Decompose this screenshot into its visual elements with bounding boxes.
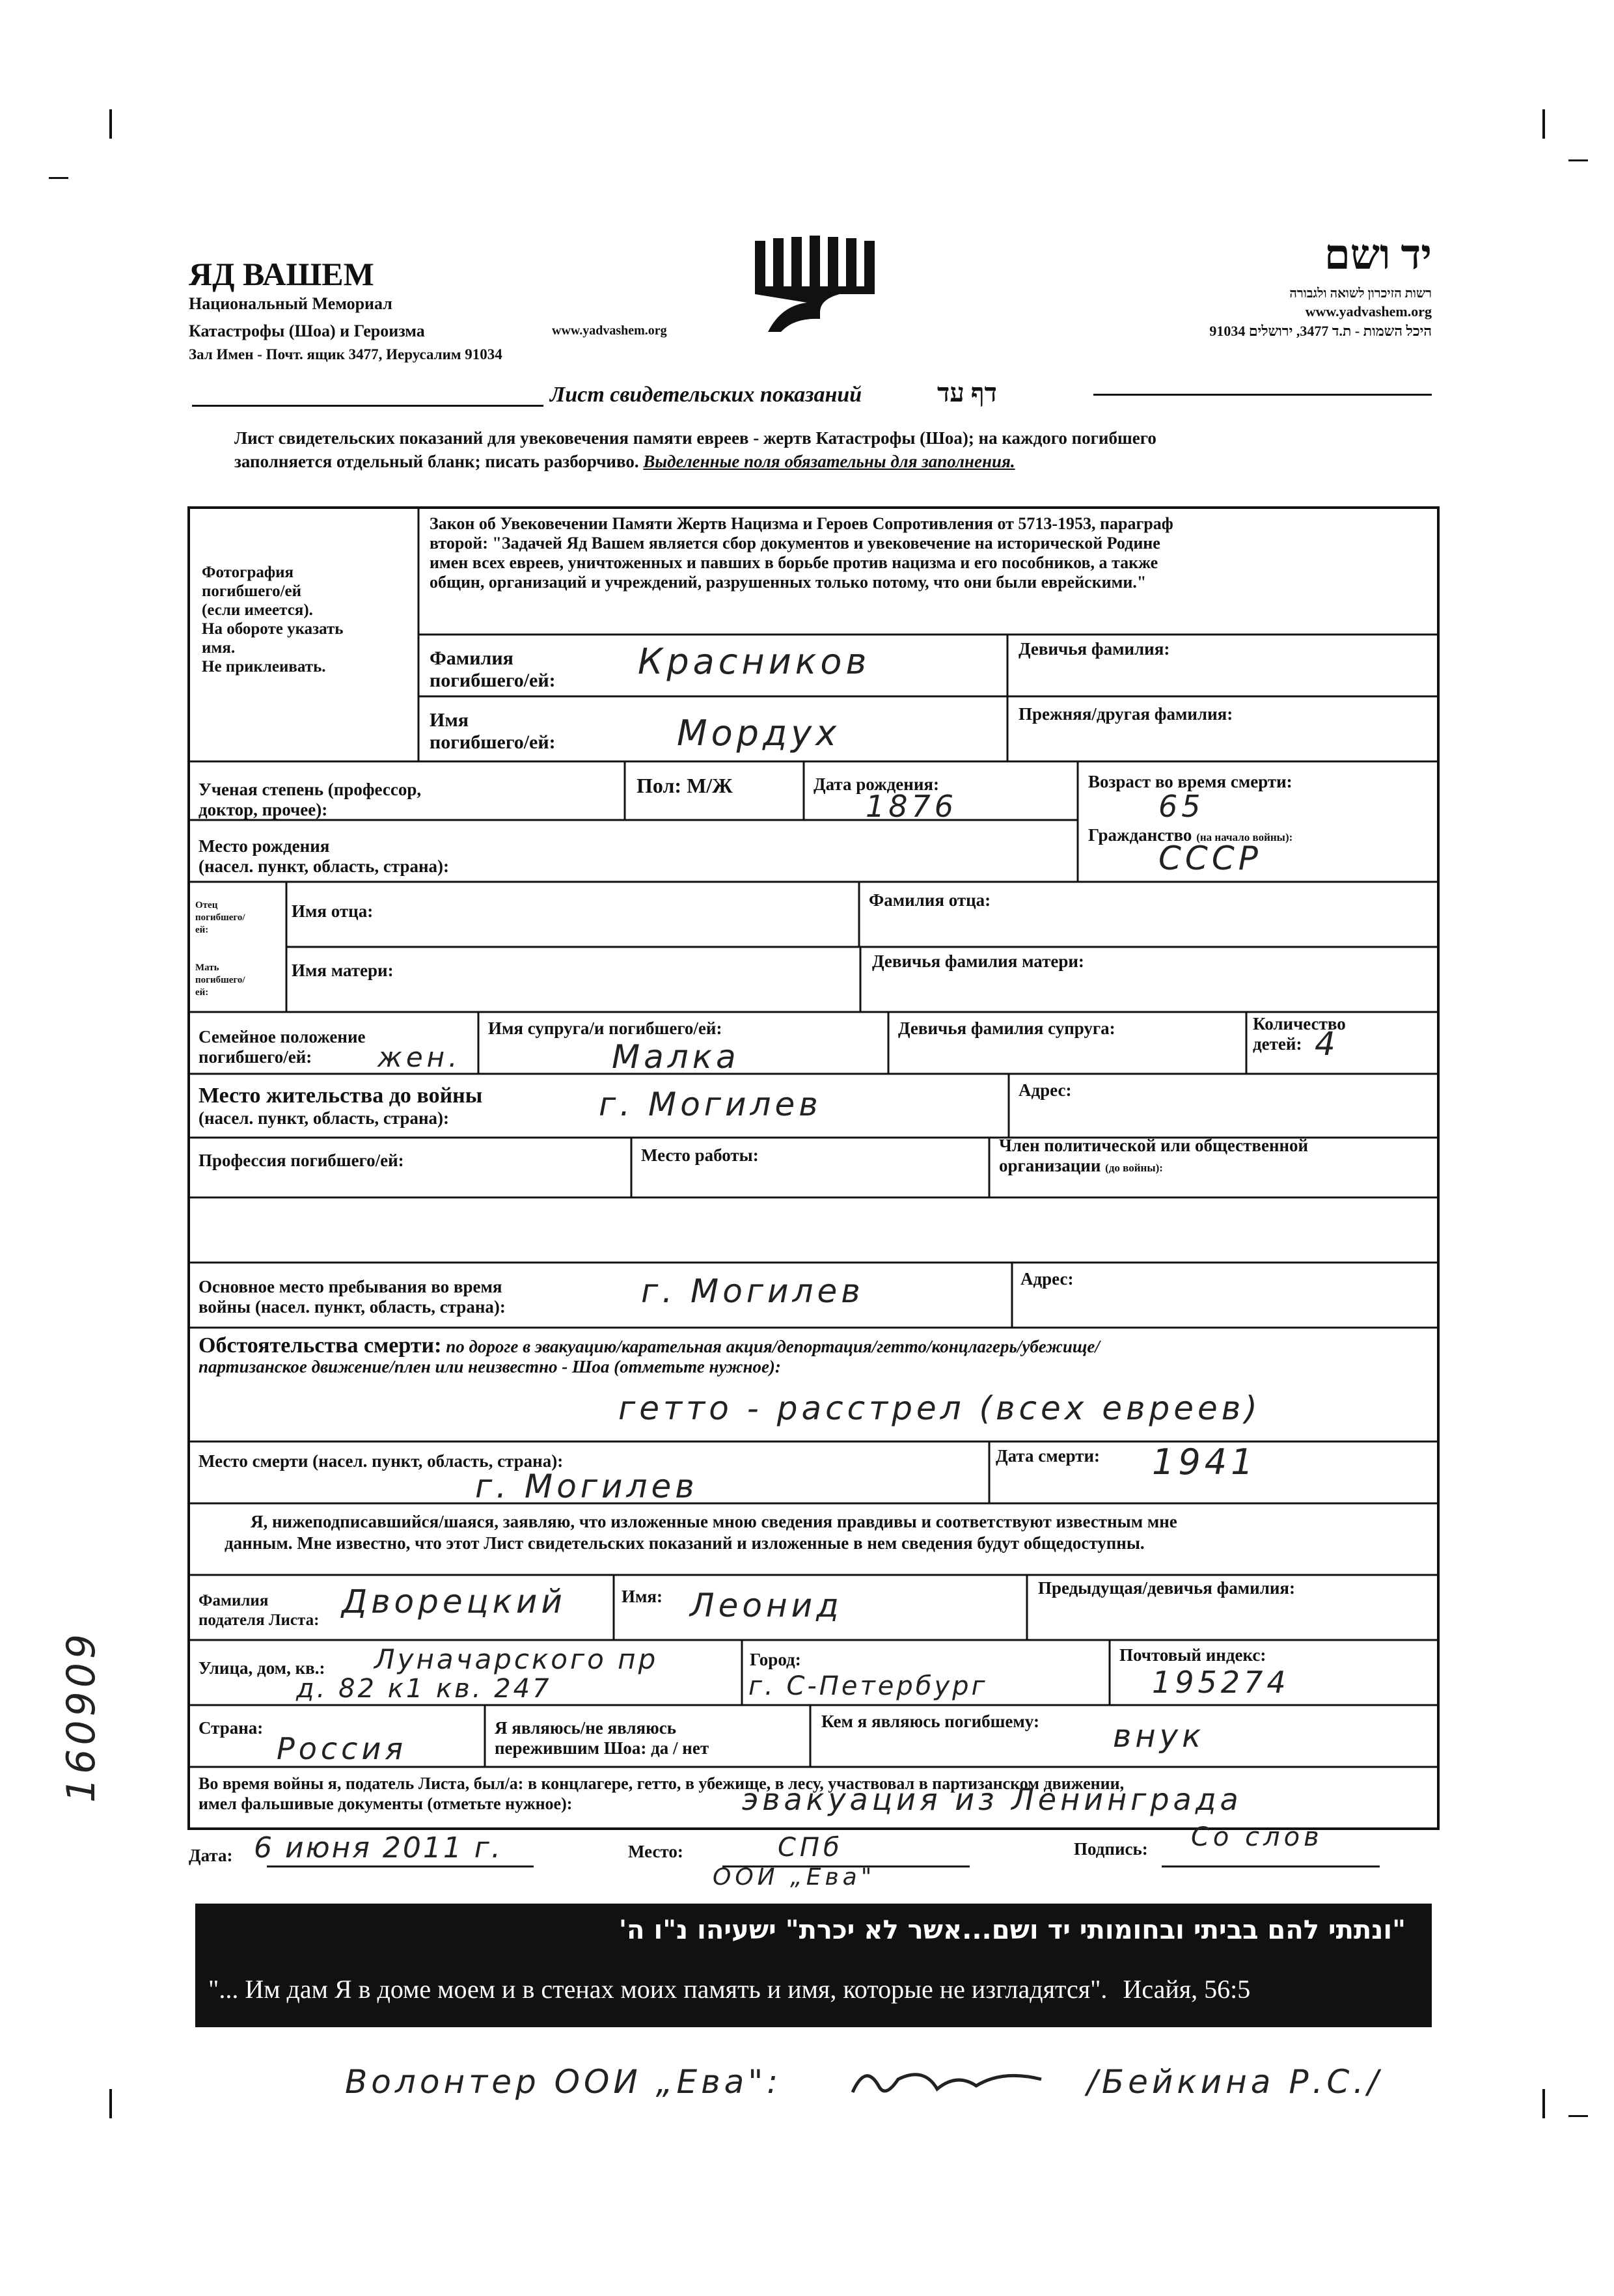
death-circumstances-value[interactable]: гетто - расстрел (всех евреев)	[618, 1389, 1261, 1427]
wartime-address-label: Адрес:	[1020, 1269, 1074, 1289]
law-text	[430, 514, 1173, 592]
father-name-label: Имя отца:	[292, 901, 374, 921]
age-at-death-label: Возраст во время смерти:	[1088, 772, 1293, 791]
marital-status-value[interactable]: жен.	[377, 1041, 461, 1073]
children-count-label-line: Количество	[1253, 1014, 1346, 1033]
org-line4-he: היכל השמות - ת.ד 3477, ירושלים 91034	[1209, 323, 1432, 339]
birth-date-value[interactable]: 1876	[866, 789, 958, 824]
signature-label: Подпись:	[1074, 1839, 1148, 1859]
previous-surname-label: Прежняя/другая фамилия:	[1019, 704, 1233, 724]
surname-label	[430, 648, 556, 692]
declaration-text	[225, 1511, 1177, 1554]
mother-side-line: ей:	[195, 987, 209, 998]
law-line: второй: "Задачей Яд Вашем является сбор документов и увековечение на исторической Родине	[430, 534, 1160, 553]
citizenship-value[interactable]: СССР	[1158, 840, 1262, 877]
photo-label-line: Фотография	[202, 564, 294, 581]
survivor-label	[495, 1718, 709, 1758]
declaration-line: Я, нижеподписавшийся/шаяся, заявляю, что изложенные мною сведения правдивы и соответствуют известным мне	[251, 1512, 1177, 1531]
place-value[interactable]: СПб	[778, 1833, 843, 1863]
photo-label	[202, 563, 344, 676]
father-side-line: Отец	[195, 900, 218, 910]
country-label: Страна:	[198, 1718, 264, 1738]
death-circumstances-label	[198, 1335, 1100, 1377]
photo-label-line: погибшего/ей	[202, 582, 302, 600]
marital-status-label	[198, 1027, 366, 1067]
form-title: Лист свидетельских показаний	[550, 383, 862, 407]
submitter-surname-value[interactable]: Дворецкий	[342, 1583, 566, 1620]
website-ru: www.yadvashem.org	[552, 323, 667, 338]
mother-name-label: Имя матери:	[292, 961, 394, 980]
submitter-wartime-value[interactable]: эвакуация из Ленинграда	[742, 1782, 1242, 1817]
citizenship-label-text: Гражданство	[1088, 825, 1192, 845]
wartime-place-value[interactable]: г. Могилев	[641, 1272, 864, 1310]
city-value[interactable]: г. С-Петербург	[748, 1671, 988, 1701]
org-line2-he: רשות הזיכרון לשואה ולגבורה	[1289, 286, 1432, 301]
banner-russian-text: "... Им дам Я в доме моем и в стенах моих память и имя, которые не изгладятся".	[208, 1975, 1108, 2004]
children-count-value[interactable]: 4	[1315, 1025, 1339, 1063]
residence-value[interactable]: г. Могилев	[599, 1086, 822, 1123]
photo-label-line: На обороте указать	[202, 620, 344, 638]
intro-emphasis: Выделенные поля обязательны для заполнения.	[643, 452, 1015, 471]
intro-line-1: Лист свидетельских показаний для увековечения памяти евреев - жертв Катастрофы (Шоа); на каждого погибшего	[234, 428, 1156, 448]
relationship-value[interactable]: внук	[1113, 1718, 1205, 1755]
banner-russian-quote	[208, 1974, 1250, 2004]
profession-label: Профессия погибшего/ей:	[198, 1151, 404, 1170]
relationship-label: Кем я являюсь погибшему:	[821, 1712, 1039, 1731]
survivor-label-line: Я являюсь/не являюсь	[495, 1718, 677, 1738]
name-label	[430, 709, 556, 754]
law-line: имен всех евреев, уничтоженных и павших в борьбе против нацизма и его пособников, а также	[430, 553, 1158, 572]
org-line3-ru: Катастрофы (Шоа) и Героизма	[189, 321, 425, 340]
org-line2-ru: Национальный Мемориал	[189, 294, 392, 313]
father-side-line: ей:	[195, 925, 209, 935]
age-at-death-value[interactable]: 65	[1158, 789, 1205, 824]
death-place-value[interactable]: г. Могилев	[475, 1468, 698, 1505]
mother-side-line: Мать	[195, 963, 219, 973]
membership-note: (до войны):	[1105, 1162, 1163, 1174]
survivor-label-line: пережившим Шоа: да / нет	[495, 1738, 709, 1758]
residence-address-label: Адрес:	[1019, 1080, 1072, 1100]
death-circumstances-line	[198, 1335, 1100, 1357]
surname-label-line: Фамилия	[430, 648, 513, 669]
sex-label: Пол: М/Ж	[636, 774, 733, 797]
surname-value[interactable]: Красников	[638, 641, 871, 682]
banner-source: Исайя, 56:5	[1123, 1975, 1251, 2004]
submitter-surname-label-line: подателя Листа:	[198, 1611, 320, 1629]
degree-label-line: доктор, прочее):	[198, 800, 328, 819]
signature-value[interactable]: Со слов	[1191, 1822, 1323, 1852]
children-count-label-line: детей:	[1253, 1034, 1302, 1054]
intro-plain: заполняется отдельный бланк; писать разборчиво.	[234, 452, 644, 471]
residence-label-line: Место жительства до войны	[198, 1084, 483, 1108]
declaration-line: данным. Мне известно, что этот Лист свидетельских показаний и изложенные в нем сведения будут общедоступны.	[225, 1533, 1145, 1553]
date-value[interactable]: 6 июня 2011 г.	[254, 1831, 502, 1865]
submitter-name-value[interactable]: Леонид	[690, 1587, 843, 1624]
spouse-name-label: Имя супруга/и погибшего/ей:	[488, 1018, 722, 1038]
death-date-value[interactable]: 1941	[1152, 1442, 1257, 1483]
death-circumstances-line: партизанское движение/плен или неизвестно - Шоа (отметьте нужное):	[198, 1357, 781, 1376]
father-side-line: погибшего/	[195, 912, 245, 923]
submitter-wartime-label-line: имел фальшивые документы (отметьте нужное):	[198, 1794, 573, 1813]
residence-label-line: (насел. пункт, область, страна):	[198, 1108, 450, 1128]
org-line4-ru: Зал Имен - Почт. ящик 3477, Иерусалим 91034	[189, 346, 502, 362]
name-value[interactable]: Мордух	[677, 713, 841, 754]
volunteer-name: /Бейкина Р.С./	[1087, 2063, 1383, 2101]
wartime-place-label-line: Основное место пребывания во время	[198, 1277, 502, 1296]
law-line: Закон об Увековечении Памяти Жертв Нацизма и Героев Сопротивления от 5713-1953, параграф	[430, 514, 1173, 533]
submitter-name-label: Имя:	[622, 1587, 663, 1606]
citizenship-note: (на начало войны):	[1196, 831, 1293, 843]
birthplace-label	[198, 836, 449, 877]
city-label: Город:	[750, 1650, 801, 1669]
mother-side-line: погибшего/	[195, 975, 245, 985]
volunteer-note: Волонтер ООИ „Ева":	[345, 2063, 782, 2101]
maiden-name-label: Девичья фамилия:	[1019, 639, 1170, 659]
photo-label-line: имя.	[202, 639, 236, 657]
surname-label-line: погибшего/ей:	[430, 670, 556, 691]
residence-label	[198, 1084, 482, 1128]
org-title-he: יד ושם	[1324, 232, 1432, 278]
quote-banner	[195, 1904, 1432, 2027]
mother-side-label	[195, 962, 245, 999]
street-value[interactable]: Луначарского пр	[374, 1643, 659, 1675]
place-label: Место:	[628, 1842, 683, 1861]
photo-label-line: (если имеется).	[202, 601, 313, 619]
marital-status-label-line: погибшего/ей:	[198, 1047, 312, 1067]
country-value[interactable]: Россия	[277, 1731, 407, 1766]
submitter-surname-label-line: Фамилия	[198, 1592, 269, 1609]
wartime-place-label	[198, 1277, 506, 1317]
birthplace-label-line: (насел. пункт, область, страна):	[198, 856, 450, 876]
submitter-previous-surname-label: Предыдущая/девичья фамилия:	[1038, 1578, 1296, 1598]
postal-code-label: Почтовый индекс:	[1119, 1645, 1266, 1665]
photo-label-line: Не приклеивать.	[202, 658, 326, 676]
mother-maiden-label: Девичья фамилия матери:	[872, 951, 1084, 971]
death-circumstances-heading: Обстоятельства смерти:	[198, 1333, 442, 1358]
degree-label-line: Ученая степень (профессор,	[198, 780, 422, 799]
side-archive-number: 160909	[59, 1630, 104, 1803]
name-label-line: погибшего/ей:	[430, 731, 556, 753]
death-date-label: Дата смерти:	[996, 1446, 1101, 1466]
org-title-ru: ЯД ВАШЕМ	[189, 256, 374, 292]
postal-code-value[interactable]: 195274	[1152, 1665, 1290, 1700]
degree-label	[198, 780, 421, 820]
membership-label-line: Член политической или общественной	[999, 1136, 1309, 1155]
website-he: www.yadvashem.org	[1305, 303, 1432, 320]
banner-hebrew-quote: "ונתתי להם בביתי ובחומותי יד ושם...אשר לא יכרת" ישעיהו נ"ו ה'	[618, 1915, 1406, 1945]
street-label: Улица, дом, кв.:	[198, 1658, 325, 1678]
membership-label	[999, 1136, 1308, 1176]
birth-date-label: Дата рождения:	[814, 774, 939, 794]
death-circumstances-options: по дороге в эвакуацию/карательная акция/депортация/гетто/концлагерь/убежище/	[441, 1337, 1100, 1356]
wartime-place-label-line: войны (насел. пункт, область, страна):	[198, 1297, 506, 1317]
volunteer-signature	[846, 2060, 1054, 2105]
spouse-maiden-label: Девичья фамилия супруга:	[898, 1018, 1115, 1038]
name-label-line: Имя	[430, 709, 469, 731]
law-line: общин, организаций и учреждений, разрушенных только потому, что они были еврейскими."	[430, 573, 1147, 592]
date-label: Дата:	[189, 1846, 233, 1865]
membership-label-line	[999, 1156, 1308, 1176]
membership-label-text: организации	[999, 1156, 1101, 1175]
spouse-name-value[interactable]: Малка	[612, 1038, 740, 1076]
submitter-surname-label	[198, 1591, 319, 1630]
father-surname-label: Фамилия отца:	[869, 890, 991, 910]
form-title-he: דף עד	[937, 378, 997, 407]
workplace-label: Место работы:	[641, 1145, 759, 1165]
marital-status-label-line: Семейное положение	[198, 1027, 366, 1046]
birthplace-label-line: Место рождения	[198, 836, 330, 856]
submitter-wartime-label-line: Во время войны я, податель Листа, был/а: в концлагере, гетто, в убежище, в лесу, участвовал в партизанском движении,	[198, 1774, 1125, 1793]
death-place-label: Место смерти (насел. пункт, область, страна):	[198, 1451, 564, 1471]
street-house-value[interactable]: д. 82 к1 кв. 247	[296, 1674, 552, 1704]
organization-value[interactable]: ООИ „Ева"	[713, 1864, 876, 1891]
father-side-label	[195, 899, 245, 936]
